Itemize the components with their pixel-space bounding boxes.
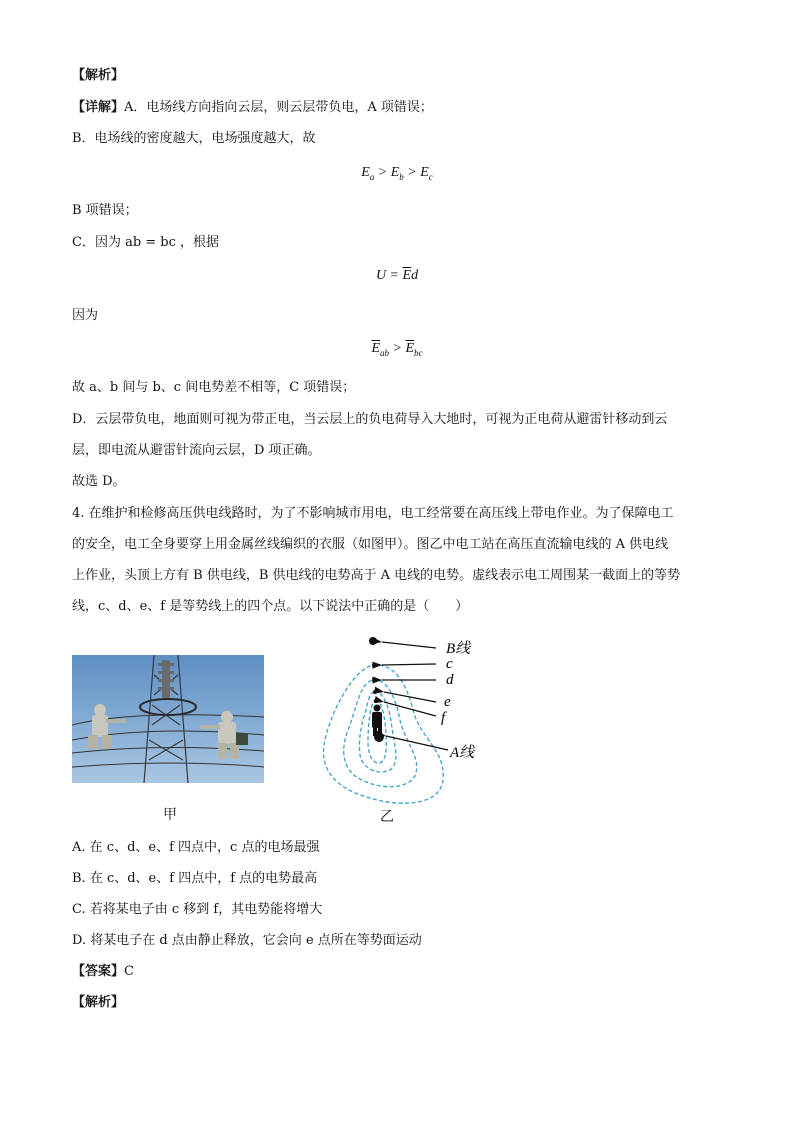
- label-f: f: [441, 710, 446, 726]
- label-e: e: [444, 694, 451, 710]
- option-b: B. 在 c、d、e、f 四点中，f 点的电势最高: [72, 871, 318, 886]
- question-4-line-2: 的安全，电工全身要穿上用金属丝线编织的衣服（如图甲）。图乙中电工站在高压直流输电线的 A 供电线: [72, 537, 669, 552]
- because-label: 因为: [72, 308, 99, 323]
- option-a-explanation: A．电场线方向指向云层，则云层带负电，A 项错误；: [124, 100, 433, 115]
- figure-jia-caption: 甲: [163, 807, 177, 823]
- option-c: C. 若将某电子由 c 移到 f，其电势能将增大: [72, 902, 323, 917]
- question-4-line-4: 线，c、d、e、f 是等势线上的四个点。以下说法中正确的是（ ）: [72, 599, 469, 614]
- analysis-header-2: 【解析】: [72, 995, 125, 1010]
- figure-yi-caption: 乙: [380, 809, 394, 825]
- detail-tag: 【详解】: [72, 100, 125, 115]
- label-a-line: A线: [450, 745, 475, 761]
- answer-tag: 【答案】: [72, 964, 125, 979]
- option-c-explanation: C．因为 ab = bc ，根据: [72, 235, 220, 250]
- electrician-photo: [72, 655, 264, 783]
- formula-average-field: $\overline{E}_{ab} > \overline{E}_{bc}$: [371, 341, 423, 358]
- label-c: c: [446, 656, 453, 672]
- question-4-line-3: 上作业，头顶上方有 B 供电线，B 供电线的电势高于 A 电线的电势。虚线表示电工周围某一截面上的等势: [72, 568, 681, 583]
- answer-line: [72, 962, 134, 982]
- analysis-header: 【解析】: [72, 68, 125, 83]
- option-b-conclusion: B 项错误；: [72, 203, 138, 218]
- final-choice: 故选 D。: [72, 474, 126, 489]
- option-c-conclusion: 故 a、b 间与 b、c 间电势差不相等，C 项错误；: [72, 380, 356, 395]
- formula-field-strength: $E_a > E_b > E_c$: [361, 165, 433, 182]
- detail-line-a: [72, 98, 433, 118]
- option-b-explanation: B．电场线的密度越大，电场强度越大，故: [72, 131, 316, 146]
- formula-potential: $U = \overline{E}d$: [375, 268, 419, 283]
- option-a: A. 在 c、d、e、f 四点中，c 点的电场最强: [72, 840, 320, 855]
- label-b-line: B线: [446, 641, 471, 657]
- equipotential-diagram: [300, 630, 500, 820]
- option-d-explanation-2: 层，即电流从避雷针流向云层，D 项正确。: [72, 443, 321, 458]
- option-d-explanation-1: D．云层带负电，地面则可视为带正电，当云层上的负电荷导入大地时，可视为正电荷从避雷针移动到云: [72, 412, 668, 427]
- option-d: D. 将某电子在 d 点由静止释放，它会向 e 点所在等势面运动: [72, 933, 422, 948]
- answer-value: C: [124, 964, 134, 979]
- question-4-line-1: 4. 在维护和检修高压供电线路时，为了不影响城市用电，电工经常要在高压线上带电作业。为了保障电工: [72, 506, 674, 521]
- label-d: d: [446, 672, 454, 688]
- electrician-silhouette: [372, 705, 382, 737]
